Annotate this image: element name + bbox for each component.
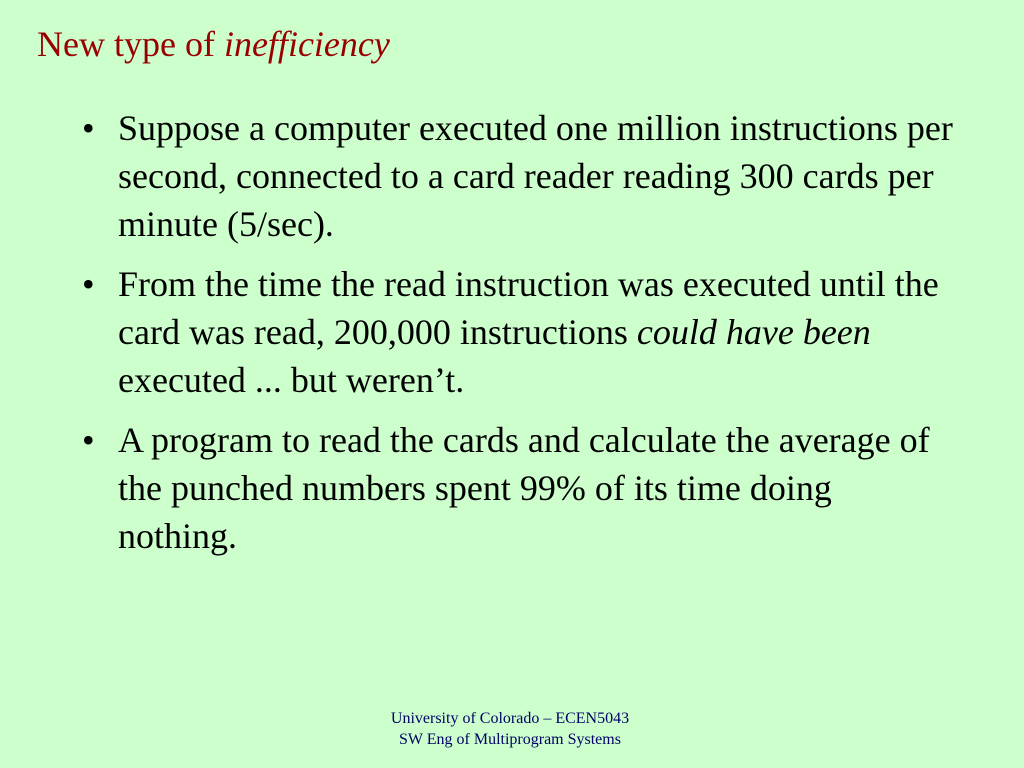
bullet-list [78,104,958,572]
slide-footer [0,708,1024,750]
bullet-text: A program to read the cards and calculate the average of the punched numbers spent 99% of its time doing nothing. [118,420,930,556]
footer-course-title: SW Eng of Multiprogram Systems [399,731,621,748]
footer-institution: University of Colorado – ECEN5043 [390,710,630,727]
bullet-item-2 [78,260,958,404]
bullet-text-after: executed ... but weren’t. [118,360,465,400]
title-italic: inefficiency [223,24,390,64]
bullet-text-italic: could have been [636,312,871,352]
bullet-item-3 [78,416,958,560]
title-plain: New type of [37,24,224,64]
bullet-mark: • [82,108,95,148]
slide-title [37,20,390,68]
bullet-mark: • [82,420,95,460]
bullet-mark: • [82,264,95,304]
bullet-text-before: From the time the read instruction was executed until the card was read, 200,000 instructions [118,264,939,352]
bullet-text: Suppose a computer executed one million instructions per second, connected to a card reader reading 300 cards per minute (5/sec). [118,108,953,244]
bullet-item-1 [78,104,958,248]
